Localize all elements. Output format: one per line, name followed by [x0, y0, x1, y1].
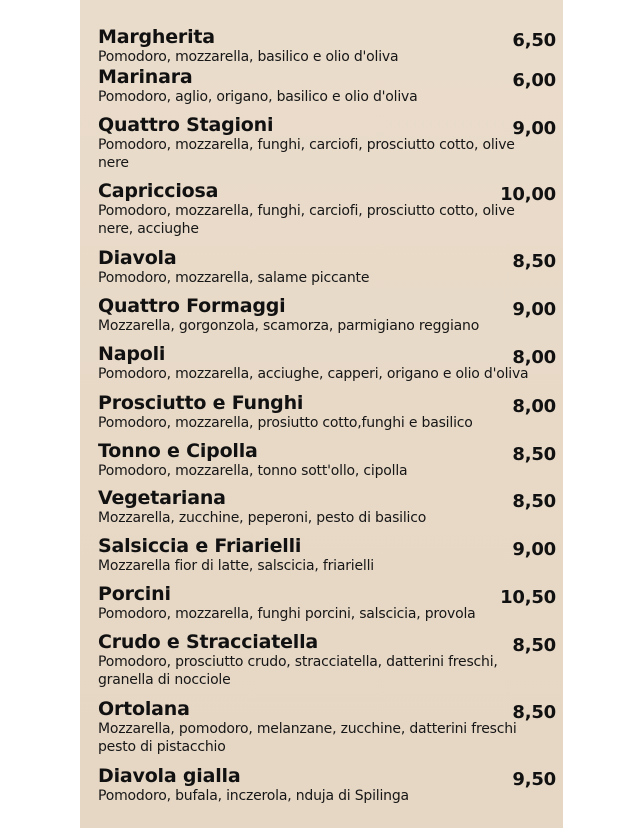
menu-item: [98, 440, 556, 487]
item-name: Ortolana: [98, 698, 190, 720]
menu-item: [98, 392, 556, 440]
menu-item: [98, 698, 556, 765]
item-name: Margherita: [98, 26, 215, 48]
item-price: 10,50: [500, 587, 556, 608]
item-price: 8,50: [512, 444, 556, 465]
item-description: Pomodoro, aglio, origano, basilico e olio d'oliva: [98, 89, 418, 105]
item-description: Pomodoro, mozzarella, prosiutto cotto,funghi e basilico: [98, 415, 473, 431]
item-description: Mozzarella fior di latte, salscicia, friarielli: [98, 558, 374, 574]
item-price: 6,00: [512, 70, 556, 91]
item-price: 8,50: [512, 635, 556, 656]
item-price: 9,50: [512, 769, 556, 790]
menu-item: [98, 343, 556, 392]
item-description: Mozzarella, zucchine, peperoni, pesto di basilico: [98, 510, 427, 526]
item-name: Marinara: [98, 66, 193, 88]
item-description: Pomodoro, mozzarella, acciughe, capperi, origano e olio d'oliva: [98, 366, 529, 382]
item-price: 10,00: [500, 184, 556, 205]
item-description: Mozzarella, gorgonzola, scamorza, parmigiano reggiano: [98, 318, 480, 334]
item-description: Pomodoro, mozzarella, funghi, carciofi, prosciutto cotto, olive nere, acciughe: [98, 203, 515, 237]
item-price: 9,00: [512, 299, 556, 320]
item-description: Mozzarella, pomodoro, melanzane, zucchine, datterini freschi pesto di pistacchio: [98, 721, 517, 755]
item-price: 9,00: [512, 118, 556, 139]
item-description: Pomodoro, mozzarella, funghi, carciofi, prosciutto cotto, olive nere: [98, 137, 515, 171]
menu-item: [98, 631, 556, 698]
menu-item: [98, 487, 556, 535]
item-name: Porcini: [98, 583, 171, 605]
item-name: Crudo e Stracciatella: [98, 631, 319, 653]
menu-paper: [80, 0, 563, 828]
item-price: 8,50: [512, 491, 556, 512]
menu-item: [98, 66, 556, 114]
item-price: 8,50: [512, 702, 556, 723]
item-name: Diavola: [98, 247, 177, 269]
item-description: Pomodoro, bufala, inczerola, nduja di Spilinga: [98, 788, 409, 804]
item-name: Vegetariana: [98, 487, 226, 509]
item-name: Prosciutto e Funghi: [98, 392, 304, 414]
menu-item: [98, 765, 556, 813]
menu-item: [98, 535, 556, 583]
item-description: Pomodoro, prosciutto crudo, stracciatella, datterini freschi, granella di nocciole: [98, 654, 498, 688]
menu-item: [98, 247, 556, 295]
pizza-menu-list: [98, 26, 556, 813]
item-description: Pomodoro, mozzarella, tonno sott'ollo, cipolla: [98, 463, 408, 479]
item-name: Quattro Stagioni: [98, 114, 274, 136]
item-price: 8,00: [512, 347, 556, 368]
item-price: 8,50: [512, 251, 556, 272]
menu-item: [98, 583, 556, 631]
item-price: 6,50: [512, 30, 556, 51]
menu-item: [98, 26, 556, 66]
item-name: Tonno e Cipolla: [98, 440, 258, 462]
item-name: Napoli: [98, 343, 166, 365]
item-description: Pomodoro, mozzarella, funghi porcini, salscicia, provola: [98, 606, 476, 622]
menu-item: [98, 114, 556, 180]
item-description: Pomodoro, mozzarella, basilico e olio d'oliva: [98, 49, 399, 65]
item-name: Salsiccia e Friarielli: [98, 535, 302, 557]
item-price: 9,00: [512, 539, 556, 560]
item-price: 8,00: [512, 396, 556, 417]
menu-item: [98, 180, 556, 247]
item-name: Diavola gialla: [98, 765, 241, 787]
item-name: Quattro Formaggi: [98, 295, 286, 317]
menu-item: [98, 295, 556, 343]
item-description: Pomodoro, mozzarella, salame piccante: [98, 270, 370, 286]
item-name: Capricciosa: [98, 180, 219, 202]
